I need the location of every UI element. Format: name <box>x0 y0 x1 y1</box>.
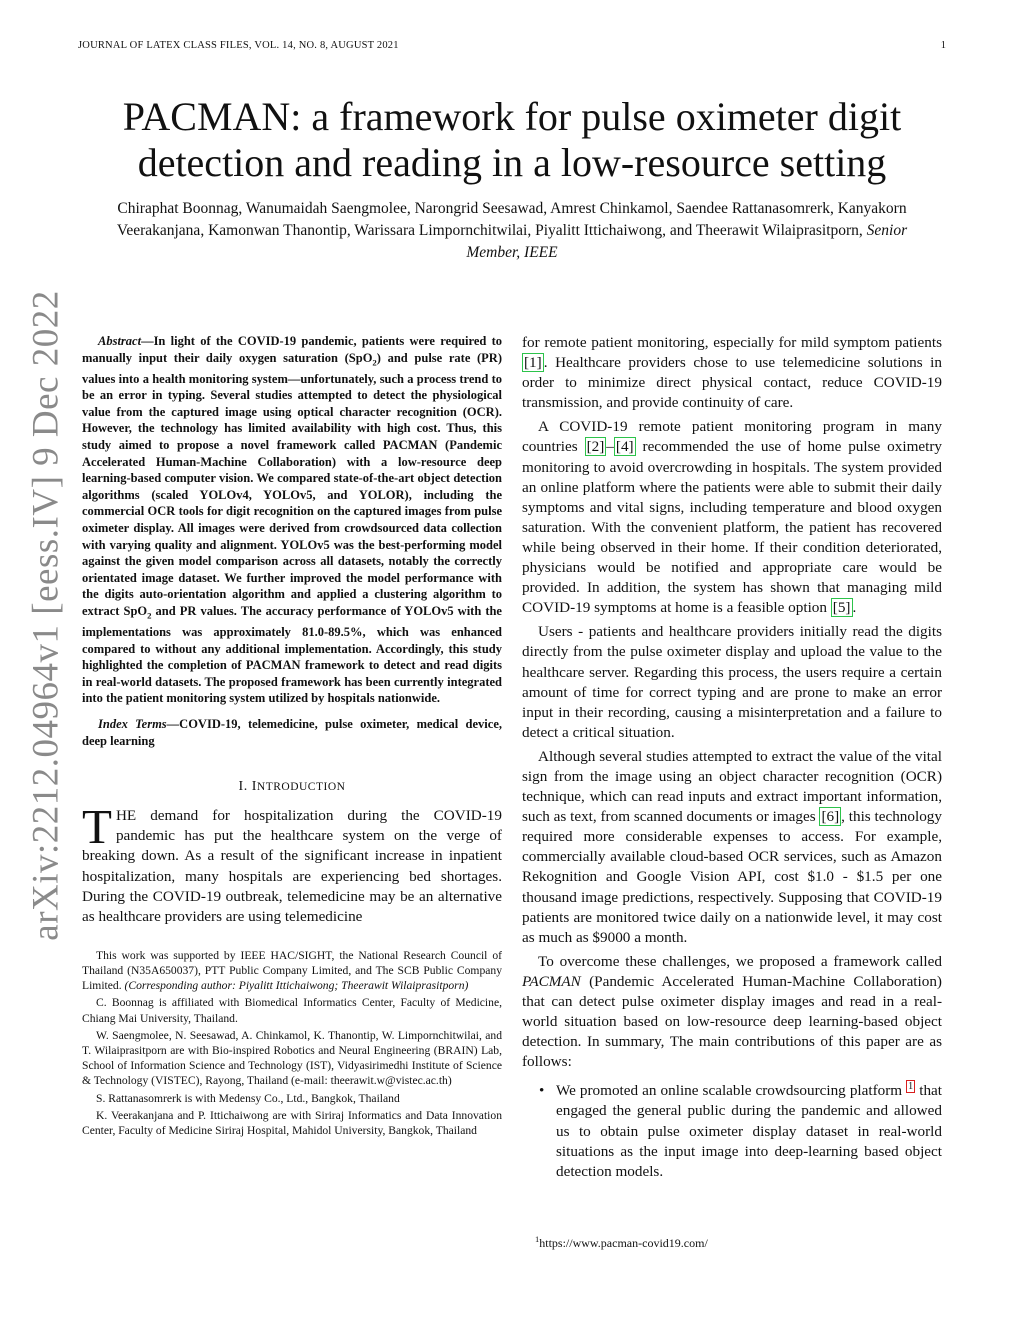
p2-text-b: recommended the use of home pulse oximetry monitoring to avoid overcrowding in hospitals. The system provided an online platform where the patients were able to submit their daily symptoms and vital signs, including temperature and blood oxygen saturation. With the convenient platform, the patient has recovered while being observed in their home. If their condition deteriorated, physicians would be notified and appropriate care would be provided. In addition, the system has shown that managing mild COVID-19 symptoms at home is a feasible option <box>522 438 943 617</box>
p5-text-a: To overcome these challenges, we proposed a framework called <box>538 952 942 970</box>
bullet-text-b: that engaged the general public during the pandemic and allowed us to obtain pulse oximeter display dataset in real-world situations as the input image into deep-learning based object detection models. <box>556 1082 942 1180</box>
citation-1[interactable]: [1] <box>524 354 542 372</box>
footnote-support-b: (Corresponding author: Piyalitt Ittichaiwong; Theerawit Wilaiprasitporn) <box>124 979 469 993</box>
authors-member: Senior Member, IEEE <box>466 222 908 261</box>
section-heading-introduction <box>82 779 502 795</box>
bullet-text-a: We promoted an online scalable crowdsourcing platform <box>556 1082 907 1100</box>
journal-name: JOURNAL OF LATEX CLASS FILES, VOL. 14, NO. 8, AUGUST 2021 <box>78 40 399 51</box>
bullet-marker: • <box>539 1082 545 1100</box>
p5-text-b: (Pandemic Accelerated Human-Machine Collaboration) that can detect pulse oximeter display images and read in a real-world situation based on low-resource deep learning-based object detection. In summary, The main contributions of this paper are as follows: <box>522 972 942 1071</box>
abstract-sub-2: 2 <box>147 610 152 621</box>
abstract-sub-1: 2 <box>372 357 377 368</box>
left-column <box>82 333 502 1140</box>
citation-6[interactable]: [6] <box>821 808 840 826</box>
arxiv-stamp-text: arXiv:2212.04964v1 [eess.IV] 9 Dec 2022 <box>25 289 67 941</box>
right-paragraph-1 <box>522 333 942 413</box>
right-paragraph-2 <box>522 417 942 618</box>
url-footnote <box>535 1236 708 1251</box>
index-terms-text: —COVID-19, telemedicine, pulse oximeter, medical device, deep learning <box>82 717 503 748</box>
footnotes <box>82 948 502 1138</box>
page-number: 1 <box>940 40 946 51</box>
index-terms <box>82 716 502 749</box>
section-number: I. <box>238 779 248 795</box>
intro-paragraph <box>82 799 502 927</box>
author-list <box>100 198 924 264</box>
right-paragraph-5 <box>522 952 942 1073</box>
right-column <box>522 333 942 1182</box>
p4-text-b: , this technology required more considerable expenses to access. For example, commercially available cloud-based OCR services, such as Amazon Rekognition and Google Vision API, cost $1.0 - $1.5 per one thousand image predictions, respectively. Supposing that COVID-19 patients are monitored twice daily on a nationwide level, it may cost as much as $9000 a month. <box>522 808 942 946</box>
p5-emphasis: PACMAN <box>522 972 581 990</box>
contribution-list <box>522 1081 942 1181</box>
authors-names: Chiraphat Boonnag, Wanumaidah Saengmolee, Narongrid Seesawad, Amrest Chinkamol, Saendee Rattanasomrerk, Kanyakorn Veerakanjana, Kamonwan Thanontip, Warissara Limpornchitwilai, Piyalitt Ittichaiwong, and Theerawit Wilaiprasitporn, <box>116 200 907 239</box>
drop-cap: T <box>82 799 112 855</box>
paper-title: PACMAN: a framework for pulse oximeter digit detection and reading in a low-resource setting <box>122 94 902 185</box>
abstract <box>82 333 502 707</box>
citation-4[interactable]: [4] <box>615 438 634 456</box>
index-terms-label: Index Terms <box>98 717 167 732</box>
footnote-ref-1[interactable]: 1 <box>908 1081 914 1093</box>
abstract-text-b: ) and pulse rate (PR) values into a health monitoring system—unfortunately, such a process trend to be an error in typing. Several studies attempted to detect the physiological value from the captured image using optical character recognition (OCR). However, the technology has limited availability with high cost. Thus, this study aimed to propose a novel framework called PACMAN (Pandemic Accelerated Human-Machine Collaboration) with a low-resource deep learning-based computer vision. We compared state-of-the-art object detection algorithms (scaled YOLOv4, YOLOv5, and YOLOR), including the commercial OCR tools for digit recognition on the captured images from pulse oximeter display. All images were derived from crowdsourced data collection with varying quality and alignment. YOLOv5 was the best-performing model against the given model comparison across all datasets, notably the correctly orientated image dataset. We further improved the model performance with the digits auto-orientation algorithm and applied a clustering algorithm to extract SpO <box>82 350 502 618</box>
p1-text-a: for remote patient monitoring, especially for mild symptom patients <box>522 334 942 351</box>
footnote-affil-3: S. Rattanasomrerk is with Medensy Co., Ltd., Bangkok, Thailand <box>96 1091 400 1105</box>
abstract-text-c: and PR values. The accuracy performance of YOLOv5 with the implementations was approximately 81.0-89.5%, which was enhanced compared to without any additional implementation. Accordingly, this study highlighted the completion of PACMAN framework to detect and read digits in real-world datasets. The proposed framework has been currently integrated into the patient monitoring system utilized by hospitals nationwide. <box>82 604 502 706</box>
footnote-affil-1: C. Boonnag is affiliated with Biomedical Informatics Center, Faculty of Medicine, Chiang Mai University, Thailand. <box>82 996 502 1025</box>
intro-lead: HE <box>115 807 137 825</box>
p2-dash: – <box>606 438 614 456</box>
p2-text-a: A COVID-19 remote patient monitoring program in many countries <box>522 418 942 456</box>
list-item <box>539 1081 942 1181</box>
abstract-label: Abstract <box>98 334 142 348</box>
section-title-first: I <box>251 779 257 795</box>
footnote-affil-4: K. Veerakanjana and P. Ittichaiwong are with Siriraj Informatics and Data Innovation Center, Faculty of Medicine Siriraj Hospital, Mahidol University, Bangkok, Thailand <box>82 1108 502 1138</box>
arxiv-stamp <box>14 265 78 965</box>
intro-text: demand for hospitalization during the COVID-19 pandemic has put the healthcare system on the verge of breaking down. As a result of the significant increase in inpatient hospitalization, many hospitals are experiencing bed shortages. During the COVID-19 outbreak, telemedicine may be an alternative as healthcare providers are using telemedicine <box>82 807 502 925</box>
right-paragraph-3: Users - patients and healthcare providers initially read the digits directly from the pulse oximeter display and upload the value to the healthcare server. Regarding this process, the users require a certain amount of time for correct typing and are prone to make an error input in their recording, causing a misinterpretation and a failure to detect a critical situation. <box>522 623 942 741</box>
url-footnote-mark: 1 <box>535 1234 540 1244</box>
footnote-affil-2: W. Saengmolee, N. Seesawad, A. Chinkamol, K. Thanontip, W. Limpornchitwilai, and T. Wilaiprasitporn are with Bio-inspired Robotics and Neural Engineering (BRAIN) Lab, School of Information Science and Technology (IST), Vidyasirimedhi Institute of Science & Technology (VISTEC), Rayong, Thailand (e-mail: theerawit.w@vistec.ac.th) <box>82 1028 502 1088</box>
citation-2[interactable]: [2] <box>586 438 605 456</box>
p1-text-b: . Healthcare providers chose to use telemedicine solutions in order to minimize direct physical contact, reduce COVID-19 transmission, and provide continuity of care. <box>522 354 942 412</box>
section-title-rest: NTRODUCTION <box>256 781 346 794</box>
footnote-support-a: This work was supported by IEEE HAC/SIGHT, the National Research Council of Thailand (N35A650037), PTT Public Company Limited, and The SCB Public Company Limited. <box>82 948 502 993</box>
right-paragraph-4 <box>522 747 942 948</box>
abstract-text-a: —In light of the COVID-19 pandemic, patients were required to manually input their daily oxygen saturation (SpO <box>82 334 502 365</box>
p4-text-a: Although several studies attempted to extract the value of the vital sign from the image using an object character recognition (OCR) technique, which can read inputs and extract important information, such as text, from scanned documents or images <box>522 747 942 826</box>
footnote-support <box>82 948 502 994</box>
p2-text-c: . <box>852 599 857 617</box>
citation-5[interactable]: [5] <box>832 599 851 617</box>
running-header <box>78 40 946 56</box>
url-footnote-link[interactable]: https://www.pacman-covid19.com/ <box>539 1236 708 1250</box>
